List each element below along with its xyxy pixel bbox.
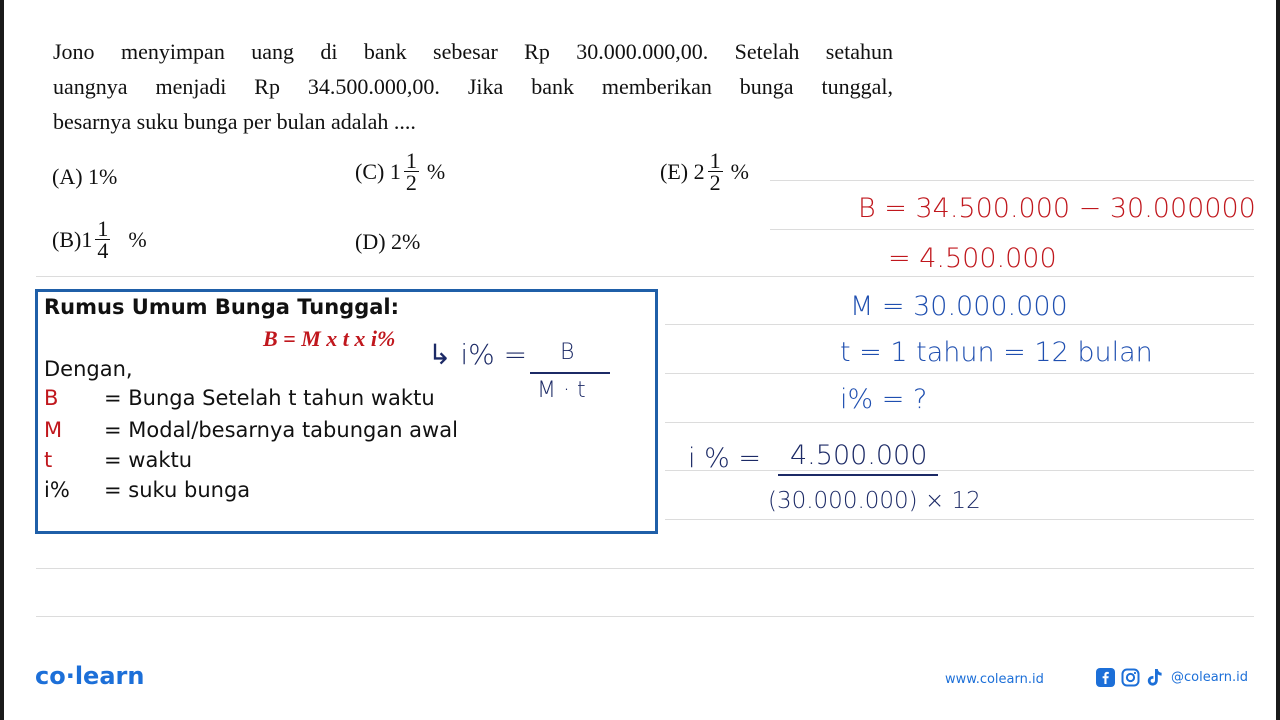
website-link[interactable]: www.colearn.id [945, 672, 1044, 687]
formula-legend-row [44, 386, 435, 410]
handwritten-final-lhs: i % = [688, 443, 761, 474]
option-label: (C) [355, 158, 385, 184]
handwritten-arrow-formula-lhs: ↳ i% = [428, 338, 528, 371]
option-suffix: % [128, 226, 147, 252]
handwritten-fraction-bar [530, 372, 610, 374]
handwritten-fraction-numerator: B [560, 340, 575, 365]
fraction-denominator: 2 [405, 170, 417, 195]
simple-interest-formula: B = M x t x i% [263, 326, 396, 351]
social-links [1096, 668, 1248, 687]
formula-box [35, 289, 658, 534]
ruled-line [665, 373, 1254, 374]
colearn-logo: co·learn [35, 662, 145, 690]
option-fraction [95, 218, 110, 261]
option-c[interactable] [355, 150, 445, 193]
tiktok-icon[interactable] [1146, 668, 1163, 687]
question-line: uangnya menjadi Rp 34.500.000,00. Jika bank memberikan bunga tunggal, [53, 74, 893, 99]
handwritten-b-result: = 4.500.000 [888, 243, 1057, 274]
option-fraction [404, 150, 419, 193]
formula-legend-row [44, 478, 250, 502]
legend-description: = Modal/besarnya tabungan awal [104, 418, 458, 442]
fraction-numerator: 1 [405, 148, 417, 173]
formula-box-title: Rumus Umum Bunga Tunggal: [44, 295, 400, 319]
ruled-line [665, 324, 1254, 325]
handwritten-final-denominator: (30.000.000) × 12 [768, 488, 981, 514]
left-frame-edge [0, 0, 4, 720]
option-label: (E) [660, 158, 689, 184]
formula-legend-row [44, 448, 192, 472]
option-suffix: % [730, 158, 749, 184]
handwritten-b-calculation: B = 34.500.000 − 30.000000 [858, 193, 1256, 224]
facebook-icon[interactable] [1096, 668, 1115, 687]
option-suffix: % [426, 158, 446, 184]
legend-symbol: M [44, 418, 63, 442]
right-frame-edge [1276, 0, 1280, 720]
formula-legend-row [44, 418, 458, 442]
fraction-numerator: 1 [97, 216, 109, 241]
legend-description: = suku bunga [104, 478, 251, 502]
option-e[interactable] [660, 150, 749, 193]
fraction-numerator: 1 [709, 148, 721, 173]
fraction-denominator: 4 [97, 238, 109, 263]
question-line: besarnya suku bunga per bulan adalah .... [53, 109, 416, 134]
formula-where-label: Dengan, [44, 357, 133, 381]
option-label: (D) [355, 229, 386, 254]
option-label: (A) [52, 164, 83, 189]
legend-symbol: i% [44, 478, 70, 502]
ruled-line [36, 568, 1254, 569]
fraction-denominator: 2 [709, 170, 721, 195]
option-fraction [708, 150, 723, 193]
option-b[interactable] [52, 218, 147, 261]
legend-symbol: B [44, 386, 59, 410]
option-label: (B) [52, 226, 82, 252]
handwritten-final-numerator: 4.500.000 [790, 440, 928, 471]
ruled-line [665, 422, 1254, 423]
legend-description: = waktu [104, 448, 193, 472]
option-d[interactable] [355, 229, 420, 255]
handwritten-fraction-denominator: M · t [537, 378, 586, 403]
ruled-line [665, 519, 1254, 520]
handwritten-i-unknown: i% = ? [840, 384, 928, 415]
option-whole: 2 [693, 158, 705, 184]
handwritten-m-value: M = 30.000.000 [850, 291, 1068, 322]
option-whole: 1 [81, 226, 93, 252]
instagram-icon[interactable] [1121, 668, 1140, 687]
option-a[interactable] [52, 164, 117, 190]
ruled-line [770, 229, 1254, 230]
question-line: Jono menyimpan uang di bank sebesar Rp 30.000.000,00. Setelah setahun [53, 39, 893, 64]
option-whole: 1 [389, 158, 401, 184]
handwritten-t-value: t = 1 tahun = 12 bulan [840, 337, 1153, 368]
ruled-line [770, 180, 1254, 181]
ruled-line [36, 616, 1254, 617]
question-text [53, 34, 893, 139]
legend-symbol: t [44, 448, 53, 472]
option-value: 2% [391, 229, 421, 254]
option-value: 1% [88, 164, 118, 189]
handwritten-final-fraction-bar [778, 474, 938, 476]
social-handle[interactable]: @colearn.id [1171, 670, 1249, 685]
ruled-line [36, 276, 1254, 277]
legend-description: = Bunga Setelah t tahun waktu [104, 386, 435, 410]
